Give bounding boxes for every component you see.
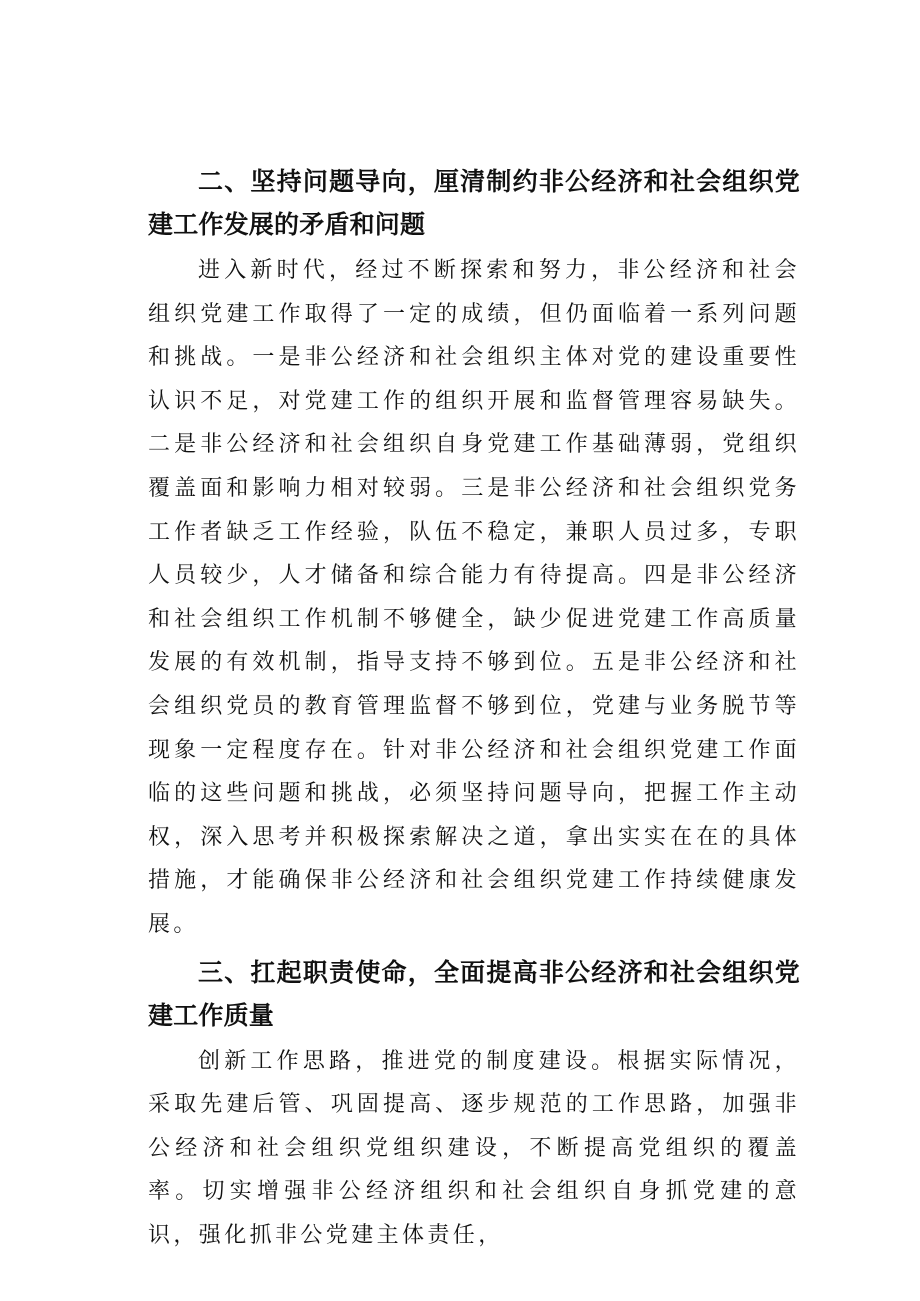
document-body [148,160,800,1257]
section-heading-2: 二、坚持问题导向，厘清制约非公经济和社会组织党建工作发展的矛盾和问题 [148,167,800,239]
section-heading-3: 三、扛起职责使命，全面提高非公经济和社会组织党建工作质量 [148,957,800,1030]
section-paragraph-2: 进入新时代，经过不断探索和努力，非公经济和社会组织党建工作取得了一定的成绩，但仍面临着一系列问题和挑战。一是非公经济和社会组织主体对党的建设重要性认识不足，对党建工作的组织开展和监督管理容易缺失。二是非公经济和社会组织自身党建工作基础薄弱，党组织覆盖面和影响力相对较弱。三是非公经济和社会组织党务工作者缺乏工作经验，队伍不稳定，兼职人员过多，专职人员较少，人才储备和综合能力有待提高。四是非公经济和社会组织工作机制不够健全，缺少促进党建工作高质量发展的有效机制，指导支持不够到位。五是非公经济和社会组织党员的教育管理监督不够到位，党建与业务脱节等现象一定程度存在。针对非公经济和社会组织党建工作面临的这些问题和挑战，必须坚持问题导向，把握工作主动权，深入思考并积极探索解决之道，拿出实实在在的具体措施，才能确保非公经济和社会组织党建工作持续健康发展。 [148,258,800,937]
section-paragraph-3: 创新工作思路，推进党的制度建设。根据实际情况，采取先建后管、巩固提高、逐步规范的工作思路，加强非公经济和社会组织党组织建设，不断提高党组织的覆盖率。切实增强非公经济组织和社会组织自身抓党建的意识，强化抓非公党建主体责任， [148,1048,800,1248]
